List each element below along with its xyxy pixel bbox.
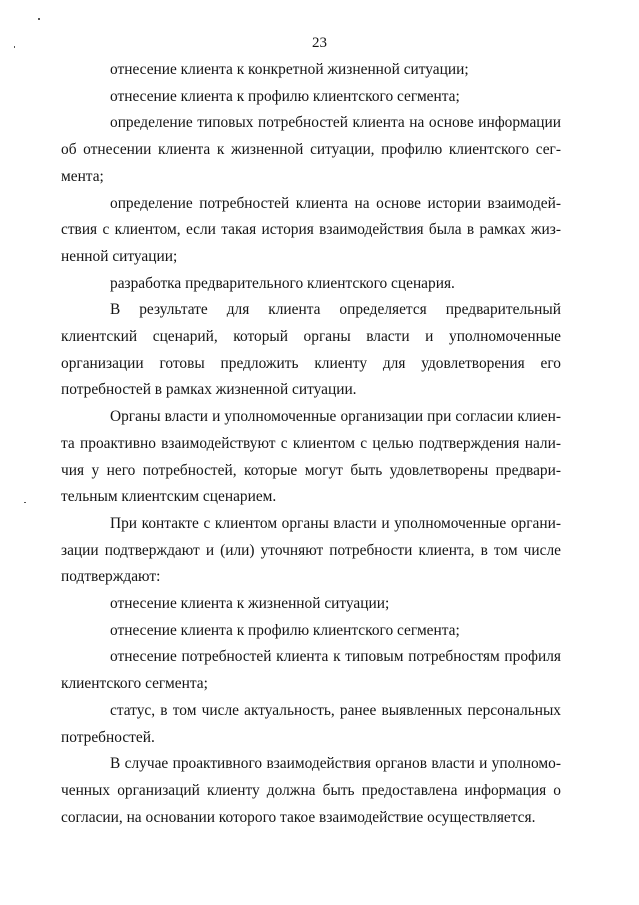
list-item: отнесение клиента к профилю клиентского сегмента; [110, 621, 460, 639]
document-body [61, 57, 561, 831]
list-item: отнесение клиента к жизненной ситуации; [110, 595, 390, 613]
list-item: отнесение клиента к профилю клиентского сегмента; [110, 87, 460, 105]
list-item: отнесение потребностей клиента к типовым потребностям профиля клиентского сегмента; [61, 648, 561, 693]
page-number: 23 [312, 35, 327, 51]
list-item: определение типовых потребностей клиента на основе информации об отнесении клиента к жизненной ситуации, профилю клиентского сегмента; [61, 114, 561, 185]
scan-speck [38, 18, 40, 20]
paragraph: В результате для клиента определяется предварительный клиентский сценарий, который органы власти и уполномоченные организации готовы предложить клиенту для удовлетворения его потребностей в рамках жизненной ситуации. [61, 301, 561, 399]
list-item: отнесение клиента к конкретной жизненной ситуации; [110, 61, 469, 78]
paragraph: При контакте с клиентом органы власти и уполномоченные организации подтверждают и (или) уточняют потребности клиента, в том числе подтверждают: [61, 514, 561, 586]
paragraph: Органы власти и уполномоченные организации при согласии клиента проактивно взаимодействуют с клиентом с целью подтверждения наличия у него потребностей, которые могут быть удовлетворены предварительным клиентским сценарием. [61, 408, 561, 506]
list-item: статус, в том числе актуальность, ранее выявленных персональных потребностей. [61, 701, 561, 746]
paragraph: В случае проактивного взаимодействия органов власти и уполномоченных организаций клиенту должна быть предоставлена информация о согласии, на основании которого такое взаимодействие осуществляется. [61, 755, 561, 826]
list-item: разработка предварительного клиентского сценария. [110, 274, 455, 292]
list-item: определение потребностей клиента на основе истории взаимодействия с клиентом, если такая история взаимодействия была в рамках жизненной ситуации; [61, 194, 561, 265]
scan-speck [24, 502, 26, 503]
